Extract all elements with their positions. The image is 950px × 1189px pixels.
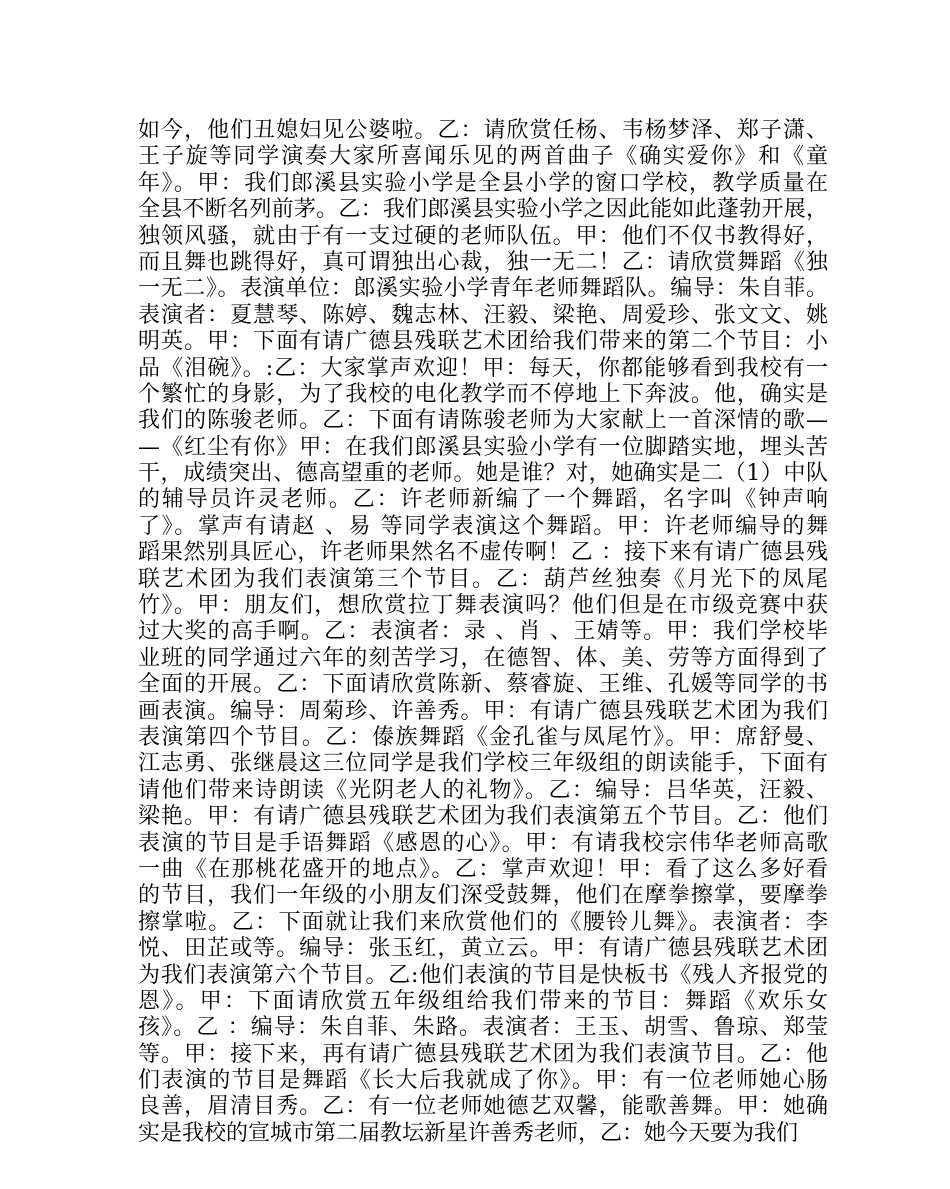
text-line: 个繁忙的身影，为了我校的电化教学而不停地上下奔波。他，确实是 <box>138 381 828 407</box>
text-line: 联艺术团为我们表演第三个节目。乙：葫芦丝独奏《月光下的凤尾 <box>138 566 828 592</box>
text-line: 表演的节目是手语舞蹈《感恩的心》。甲：有请我校宗伟华老师高歌 <box>138 830 828 856</box>
text-line: 年》。甲：我们郎溪县实验小学是全县小学的窗口学校，教学质量在 <box>138 170 828 196</box>
text-line: 江志勇、张继晨这三位同学是我们学校三年级组的朗读能手，下面有 <box>138 751 828 777</box>
text-line: 一无二》。表演单位：郎溪实验小学青年老师舞蹈队。编导：朱自菲。 <box>138 276 828 302</box>
text-line: 表演第四个节目。乙：傣族舞蹈《金孔雀与凤尾竹》。甲：席舒曼、 <box>138 724 828 750</box>
body-text <box>138 118 828 1147</box>
text-line: 等。甲：接下来，再有请广德县残联艺术团为我们表演节目。乙：他 <box>138 1041 828 1067</box>
text-line: 蹈果然别具匠心，许老师果然名不虚传啊！乙 ：接下来有请广德县残 <box>138 540 828 566</box>
text-line: 了》。掌声有请赵 、易 等同学表演这个舞蹈。甲：许老师编导的舞 <box>138 513 828 539</box>
text-line: 良善，眉清目秀。乙：有一位老师她德艺双馨，能歌善舞。甲：她确 <box>138 1094 828 1120</box>
text-line: 品《泪碗》。:乙：大家掌声欢迎！甲：每天，你都能够看到我校有一 <box>138 355 828 381</box>
text-line: 独领风骚，就由于有一支过硬的老师队伍。甲：他们不仅书教得好， <box>138 223 828 249</box>
text-line: 请他们带来诗朗读《光阴老人的礼物》。乙：编导：吕华英，汪毅、 <box>138 777 828 803</box>
text-line: 王子旋等同学演奏大家所喜闻乐见的两首曲子《确实爱你》和《童 <box>138 144 828 170</box>
text-line: 而且舞也跳得好，真可谓独出心裁，独一无二！乙：请欣赏舞蹈《独 <box>138 249 828 275</box>
text-line: 为我们表演第六个节目。乙:他们表演的节目是快板书《残人齐报党的 <box>138 962 828 988</box>
text-line: 明英。甲：下面有请广德县残联艺术团给我们带来的第二个节目：小 <box>138 329 828 355</box>
text-line: 业班的同学通过六年的刻苦学习，在德智、体、美、劳等方面得到了 <box>138 645 828 671</box>
text-line: 竹》。甲：朋友们，想欣赏拉丁舞表演吗？他们但是在市级竞赛中获 <box>138 593 828 619</box>
text-line: 梁艳。甲：有请广德县残联艺术团为我们表演第五个节目。乙：他们 <box>138 804 828 830</box>
text-line: 孩》。乙 ：编导：朱自菲、朱路。表演者：王玉、胡雪、鲁琼、郑莹 <box>138 1015 828 1041</box>
text-line: 我们的陈骏老师。乙：下面有请陈骏老师为大家献上一首深情的歌— <box>138 408 828 434</box>
text-line: 们表演的节目是舞蹈《长大后我就成了你》。甲：有一位老师她心肠 <box>138 1068 828 1094</box>
text-line: —《红尘有你》甲：在我们郎溪县实验小学有一位脚踏实地，埋头苦 <box>138 434 828 460</box>
text-line: 恩》。甲：下面请欣赏五年级组给我们带来的节目：舞蹈《欢乐女 <box>138 988 828 1014</box>
text-line: 一曲《在那桃花盛开的地点》。乙：掌声欢迎！甲：看了这么多好看 <box>138 856 828 882</box>
text-line: 的辅导员许灵老师。乙：许老师新编了一个舞蹈，名字叫《钟声响 <box>138 487 828 513</box>
text-line: 悦、田芷或等。编导：张玉红，黄立云。甲：有请广德县残联艺术团 <box>138 936 828 962</box>
text-line: 表演者：夏慧琴、陈婷、魏志林、汪毅、梁艳、周爱珍、张文文、姚 <box>138 302 828 328</box>
text-line: 过大奖的高手啊。乙：表演者：录 、肖 、王婧等。甲：我们学校毕 <box>138 619 828 645</box>
text-line: 全面的开展。乙：下面请欣赏陈新、蔡睿旋、王维、孔媛等同学的书 <box>138 672 828 698</box>
text-line: 如今，他们丑媳妇见公婆啦。乙：请欣赏任杨、韦杨梦泽、郑子潇、 <box>138 118 828 143</box>
text-line: 全县不断名列前茅。乙：我们郎溪县实验小学之因此能如此蓬勃开展， <box>138 197 828 223</box>
text-line: 画表演。编导：周菊珍、许善秀。甲：有请广德县残联艺术团为我们 <box>138 698 828 724</box>
text-line: 干，成绩突出、德高望重的老师。她是谁？对，她确实是二（1）中队 <box>138 461 828 487</box>
text-line: 擦掌啦。乙：下面就让我们来欣赏他们的《腰铃儿舞》。表演者：李 <box>138 909 828 935</box>
text-line: 实是我校的宣城市第二届教坛新星许善秀老师，乙：她今天要为我们 <box>138 1120 799 1146</box>
text-line: 的节目，我们一年级的小朋友们深受鼓舞，他们在摩拳擦掌，要摩拳 <box>138 883 828 909</box>
